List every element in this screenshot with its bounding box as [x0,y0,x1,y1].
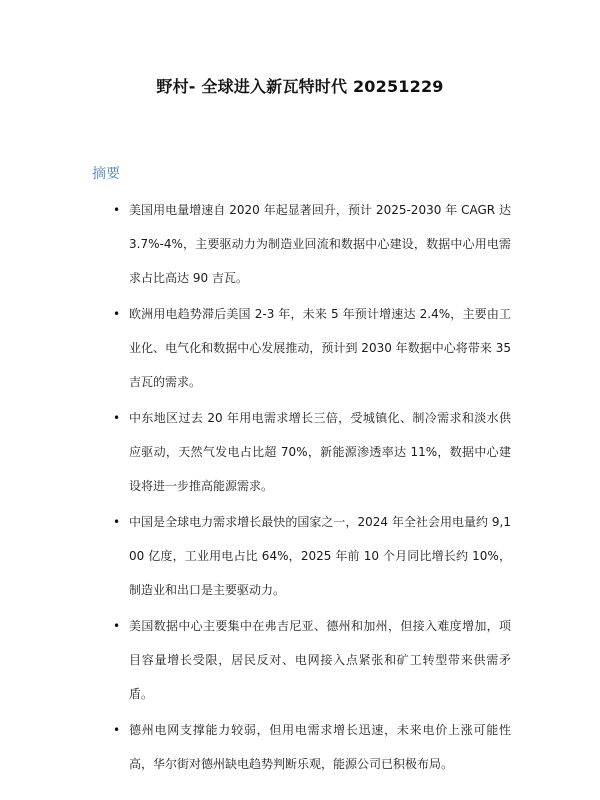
bullet-dot-icon: • [113,515,121,529]
bullet-dot-icon: • [113,203,121,217]
summary-bullet-europe-demand [0,297,511,399]
bullet-dot-icon: • [113,307,121,321]
bullet-dot-icon: • [113,411,121,425]
summary-bullet-us-datacenters [0,609,511,711]
summary-bullet-china-demand [0,505,511,607]
bullet-text: 德州电网支撑能力较弱，但用电需求增长迅速，未来电价上涨可能性高，华尔街对德州缺电趋势判断乐观，能源公司已积极布局。 [129,723,511,771]
bullet-dot-icon: • [113,619,121,633]
bullet-text: 中东地区过去 20 年用电需求增长三倍，受城镇化、制冷需求和淡水供应驱动，天然气发电占比超 70%，新能源渗透率达 11%，数据中心建设将进一步推高能源需求。 [129,411,511,493]
section-heading-summary: 摘要 [92,166,120,182]
bullet-text: 中国是全球电力需求增长最快的国家之一，2024 年全社会用电量约 9,100 亿度，工业用电占比 64%，2025 年前 10 个月同比增长约 10%，制造业和出口是主要驱动力。 [129,515,511,597]
bullet-text: 美国数据中心主要集中在弗吉尼亚、德州和加州，但接入难度增加，项目容量增长受限，居民反对、电网接入点紧张和矿工转型带来供需矛盾。 [129,619,511,701]
summary-bullet-texas-grid [0,713,511,781]
bullet-dot-icon: • [113,723,121,737]
bullet-text: 美国用电量增速自 2020 年起显著回升，预计 2025-2030 年 CAGR 达 3.7%-4%，主要驱动力为制造业回流和数据中心建设，数据中心用电需求占比高达 90 吉瓦。 [129,203,511,285]
document-title: 野村- 全球进入新瓦特时代 20251229 [156,77,444,96]
bullet-text: 欧洲用电趋势滞后美国 2-3 年，未来 5 年预计增速达 2.4%，主要由工业化、电气化和数据中心发展推动，预计到 2030 年数据中心将带来 35 吉瓦的需求。 [129,307,511,389]
summary-bullet-list [0,193,600,781]
summary-bullet-middle-east-demand [0,401,511,503]
summary-bullet-us-demand [0,193,511,295]
